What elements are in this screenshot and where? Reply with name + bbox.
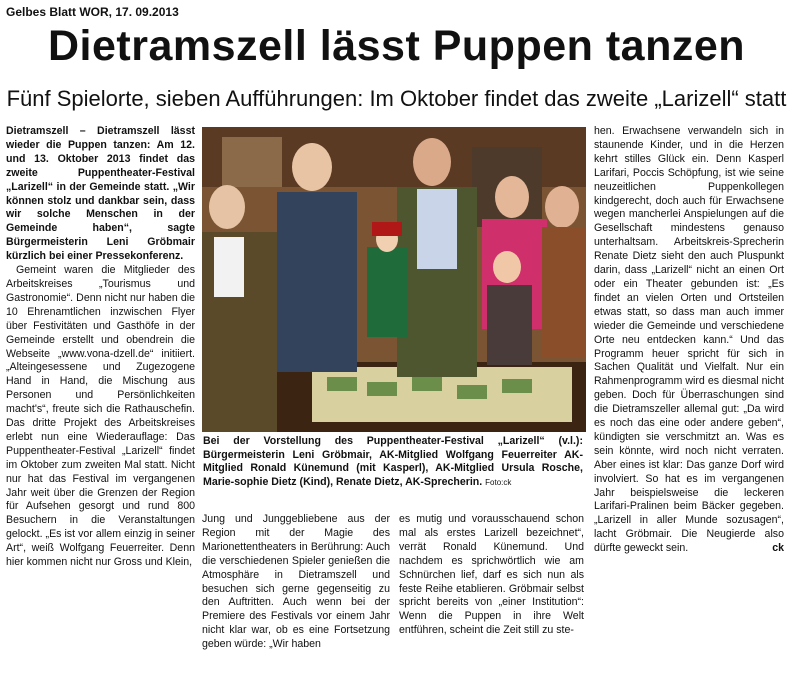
article-column-3 (399, 513, 584, 638)
article-column-1 (6, 125, 195, 570)
subheadline: Fünf Spielorte, sieben Aufführungen: Im Oktober findet das zweite „Larizell“ statt (6, 86, 787, 111)
group-photo (202, 127, 586, 432)
caption-text: Bei der Vorstellung des Puppentheater-Festival „Larizell“ (v.l.): Bürgermeisterin Leni Gröbmair, AK-Mitglied Wolfgang Feuerreiter AK-Mitglied Ronald Künemund (mit Kasperl), AK-Mitglied Ursula Rosche, Marie-sophie Dietz (Kind), Renate Dietz, AK-Sprecherin. (203, 435, 583, 488)
article-column-4 (594, 125, 784, 556)
photo-illustration (202, 127, 586, 432)
lead-paragraph: Dietramszell – Dietramszell lässt wieder die Puppen tanzen: Am 12. und 13. Oktober 2013 findet das zweite Puppentheater-Festival „Larizell“ in der Gemeinde statt. „Wir können stolz und dankbar sein, dass wir solche Menschen in der Gemeinde haben“, sagte Bürgermeisterin Leni Gröbmair kürzlich bei einer Pressekonferenz. (6, 125, 195, 263)
photo-caption (203, 435, 583, 489)
body-paragraph: hen. Erwachsene verwandeln sich in staunende Kinder, und in die Herzen kehrt stilles Glück ein. Denn Kasperl Larifari, Poccis Schöpfung, ist wie seine neuzeitlichen Puppenkollegen kindgerecht, doch auch für Erwachsene wegen mancherlei Anspielungen auf die Gesellschaft mindestens genauso unterhaltsam. Arbeitskreis-Sprecherin Renate Dietz sieht den auch Pluspunkt darin, dass „Larizell“ nicht an einen Ort oder ein Theater gebunden ist: „Es findet an vielen Orten und Ortsteilen etwas statt, so dass man auch immer wieder die Gemeinde und verschiedene Orte neu entdecken kann.“ Und das Programm heuer spricht für sich in Sachen Qualität und Vielfalt. Nur ein Rahmenprogramm wird es diesmal nicht geben. Doch für Überraschungen sind die Dietramszeller allemal gut: „Da wird es noch das eine oder andere geben“, kündigten sie verschmitzt an. Was es sein könnte, wird noch nicht verraten. Aber eines ist klar: Das ganze Dorf wird involviert. So hat es im vergangenen Jahr beispielsweise die leckeren Larifari-Pralinen beim Bäcker gegeben. „Larizell in aller Munde sozusagen“, lacht Gröbmair. Die Neugierde also dürfte geweckt sein. ck (594, 125, 784, 555)
body-paragraph: es mutig und vorausschauend schon mal als erstes Larizell bezeichnet“, verrät Ronald Künemund. Und nachdem es sprichwörtlich wie am Schnürchen lief, darf es sich nun als feste Reihe etablieren. Gröbmair selbst spricht bereits von „einer Institution“: Wenn die Puppen in ihre Welt entführen, scheint die Zeit still zu ste- (399, 513, 584, 637)
author-signature: ck (772, 542, 784, 555)
body-paragraph: Jung und Junggebliebene aus der Region mit der Magie des Marionettentheaters in Berührung: Auch die verschiedenen Spieler genießen die Atmosphäre in Dietramszell und besuchen sich gerne gegenseitig zu den Auftritten. Auch wenn bei der Premiere des Festivals vor einem Jahr nicht klar war, ob es eine Fortsetzung geben würde: „Wir haben (202, 513, 390, 651)
body-paragraph: Gemeint waren die Mitglieder des Arbeitskreises „Tourismus und Gastronomie“. Denn nicht nur haben die 10 Ehrenamtlichen inzwischen Flyer über Festivitäten und Gasthöfe in der Gemeinde erstellt und obendrein die Webseite „www.vona-dzell.de“ initiiert. „Alteingesessene und Zugezogene Hand in Hand, die Mischung aus Personen und Persönlichkeiten macht's“, freute sich die Rathauschefin. Das dritte Projekt des Arbeitskreises erlebt nun eine Wiederauflage: Das Puppentheater-Festival „Larizell“ findet im Oktober zum zweiten Mal statt. Nicht nur hat das Festival im vergangenen Jahr weit über die Grenzen der Region für Aufsehen gesorgt und rund 800 Besuchern in die Veranstaltungen gelockt. „Es ist vor allem einzig in seiner Art“, weiß Wolfgang Feuerreiter. Denn hier kommen nicht nur Gross und Klein, (6, 264, 195, 569)
headline: Dietramszell lässt Puppen tanzen (47, 22, 746, 70)
article-column-2 (202, 513, 390, 652)
source-line: Gelbes Blatt WOR, 17. 09.2013 (6, 5, 179, 19)
photo-credit: Foto:ck (485, 477, 512, 487)
